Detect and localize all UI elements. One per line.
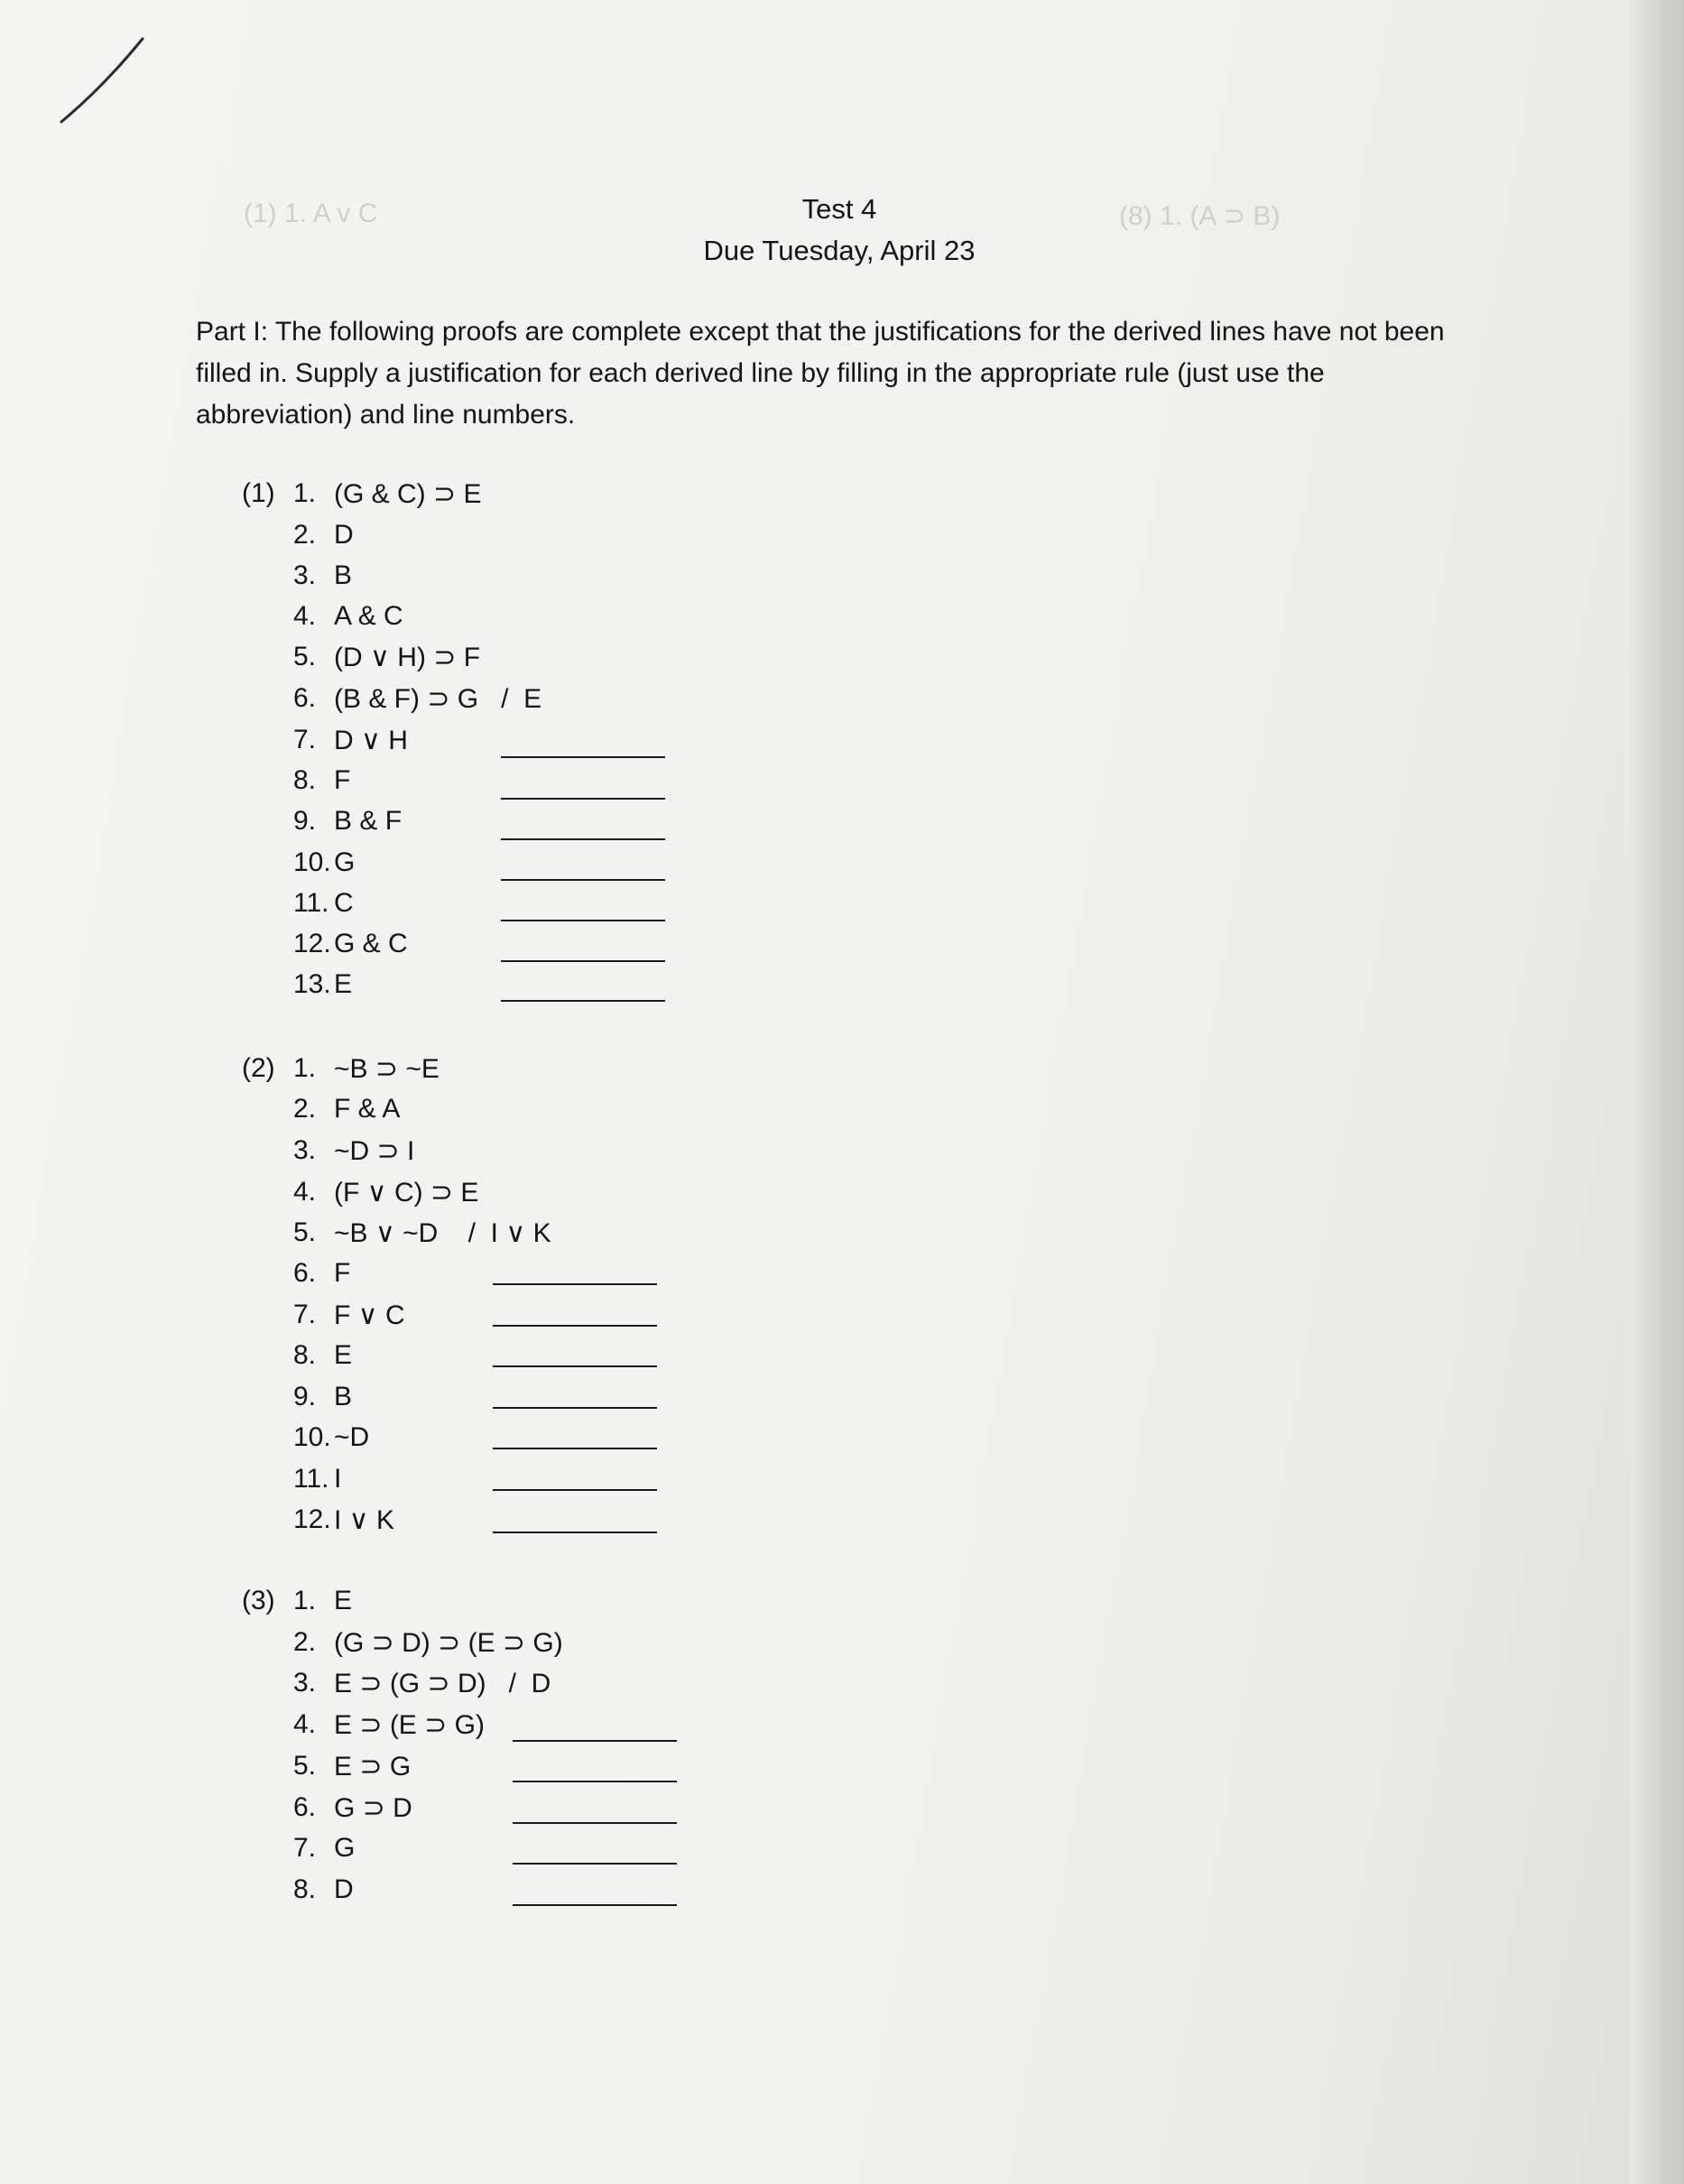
line-number: 11. [293, 1464, 329, 1494]
derived-line: G & C [334, 929, 408, 958]
justification-blank[interactable] [501, 879, 665, 881]
line-number: 1. [293, 1053, 317, 1083]
justification-blank[interactable] [493, 1489, 657, 1491]
justification-blank[interactable] [513, 1781, 677, 1782]
line-number: 5. [293, 1217, 317, 1247]
line-number: 2. [293, 520, 317, 550]
derived-line: F [334, 765, 351, 795]
line-number: 8. [293, 1340, 317, 1370]
derived-line: I [334, 1464, 342, 1494]
pen-slash-mark [54, 32, 153, 131]
line-number: 8. [293, 765, 317, 795]
premise: (G ⊃ D) ⊃ (E ⊃ G) [334, 1628, 563, 1658]
justification-blank[interactable] [493, 1407, 657, 1409]
premise: (F ∨ C) ⊃ E [334, 1178, 479, 1208]
derived-line: F ∨ C [334, 1300, 405, 1330]
premise: (G & C) ⊃ E [334, 479, 482, 509]
derived-line: C [334, 888, 354, 918]
derived-line: D [334, 1874, 354, 1904]
proof-label: (2) [242, 1053, 275, 1083]
line-number: 11. [293, 888, 329, 918]
derived-line: B & F [334, 806, 402, 836]
premise: ~D ⊃ I [334, 1136, 415, 1166]
justification-blank[interactable] [513, 1904, 677, 1906]
derived-line: I ∨ K [334, 1505, 394, 1535]
line-number: 1. [293, 478, 317, 508]
premise-with-conclusion: ~B ∨ ~D / I ∨ K [334, 1218, 551, 1248]
line-number: 10. [293, 1422, 331, 1452]
justification-blank[interactable] [493, 1365, 657, 1367]
line-number: 2. [293, 1094, 317, 1124]
premise-with-conclusion: (B & F) ⊃ G / E [334, 684, 542, 714]
justification-blank[interactable] [501, 838, 665, 840]
line-number: 6. [293, 683, 317, 713]
justification-blank[interactable] [513, 1863, 677, 1865]
line-number: 3. [293, 560, 317, 590]
derived-line: D ∨ H [334, 726, 408, 755]
bleed-through-text: (1) 1. A v C [244, 199, 378, 228]
derived-line: F [334, 1258, 351, 1288]
line-number: 5. [293, 1751, 317, 1781]
derived-line: E ⊃ G [334, 1752, 412, 1781]
line-number: 13. [293, 969, 331, 999]
line-number: 6. [293, 1258, 317, 1288]
line-number: 3. [293, 1135, 317, 1165]
proof-label: (1) [242, 478, 275, 508]
line-number: 7. [293, 1833, 317, 1863]
line-number: 5. [293, 642, 317, 671]
page-title: Test 4 [801, 193, 877, 225]
derived-line: B [334, 1382, 353, 1411]
line-number: 12. [293, 929, 331, 958]
line-number: 12. [293, 1504, 331, 1534]
justification-blank[interactable] [513, 1822, 677, 1824]
derived-line: E [334, 969, 353, 999]
line-number: 4. [293, 1177, 317, 1207]
line-number: 10. [293, 847, 331, 877]
justification-blank[interactable] [501, 1000, 665, 1002]
line-number: 3. [293, 1668, 317, 1698]
justification-blank[interactable] [493, 1448, 657, 1449]
premise: A & C [334, 601, 403, 631]
derived-line: ~D [334, 1422, 370, 1452]
line-number: 9. [293, 1382, 317, 1411]
justification-blank[interactable] [501, 756, 665, 758]
justification-blank[interactable] [501, 920, 665, 921]
line-number: 6. [293, 1792, 317, 1822]
premise: B [334, 560, 353, 590]
premise: E [334, 1586, 353, 1615]
line-number: 8. [293, 1874, 317, 1904]
premise-with-conclusion: E ⊃ (G ⊃ D) / D [334, 1669, 551, 1698]
line-number: 2. [293, 1627, 317, 1657]
bleed-through-text: (8) 1. (A ⊃ B) [1119, 201, 1281, 231]
premise: D [334, 520, 354, 550]
line-number: 7. [293, 1300, 317, 1329]
premise: F & A [334, 1094, 401, 1124]
derived-line: G [334, 847, 356, 877]
premise: (D ∨ H) ⊃ F [334, 643, 481, 672]
line-number: 9. [293, 806, 317, 836]
justification-blank[interactable] [501, 960, 665, 962]
line-number: 4. [293, 1709, 317, 1739]
premise: ~B ⊃ ~E [334, 1054, 440, 1084]
derived-line: G ⊃ D [334, 1793, 412, 1823]
instructions-paragraph: Part I: The following proofs are complete except that the justifications for the derived lines have not been filled in. Supply a justification for each derived line by filling in the appropriate rule (just use the abbreviation) and line numbers. [196, 317, 1445, 430]
derived-line: G [334, 1833, 356, 1863]
derived-line: E ⊃ (E ⊃ G) [334, 1710, 485, 1740]
line-number: 4. [293, 601, 317, 631]
justification-blank[interactable] [493, 1325, 657, 1327]
derived-line: E [334, 1340, 353, 1370]
justification-blank[interactable] [493, 1283, 657, 1285]
due-date: Due Tuesday, April 23 [703, 235, 976, 266]
justification-blank[interactable] [501, 798, 665, 800]
justification-blank[interactable] [493, 1532, 657, 1533]
proof-label: (3) [242, 1586, 275, 1615]
line-number: 1. [293, 1586, 317, 1615]
paper-edge-shadow [1630, 0, 1684, 2184]
justification-blank[interactable] [513, 1740, 677, 1742]
line-number: 7. [293, 725, 317, 754]
